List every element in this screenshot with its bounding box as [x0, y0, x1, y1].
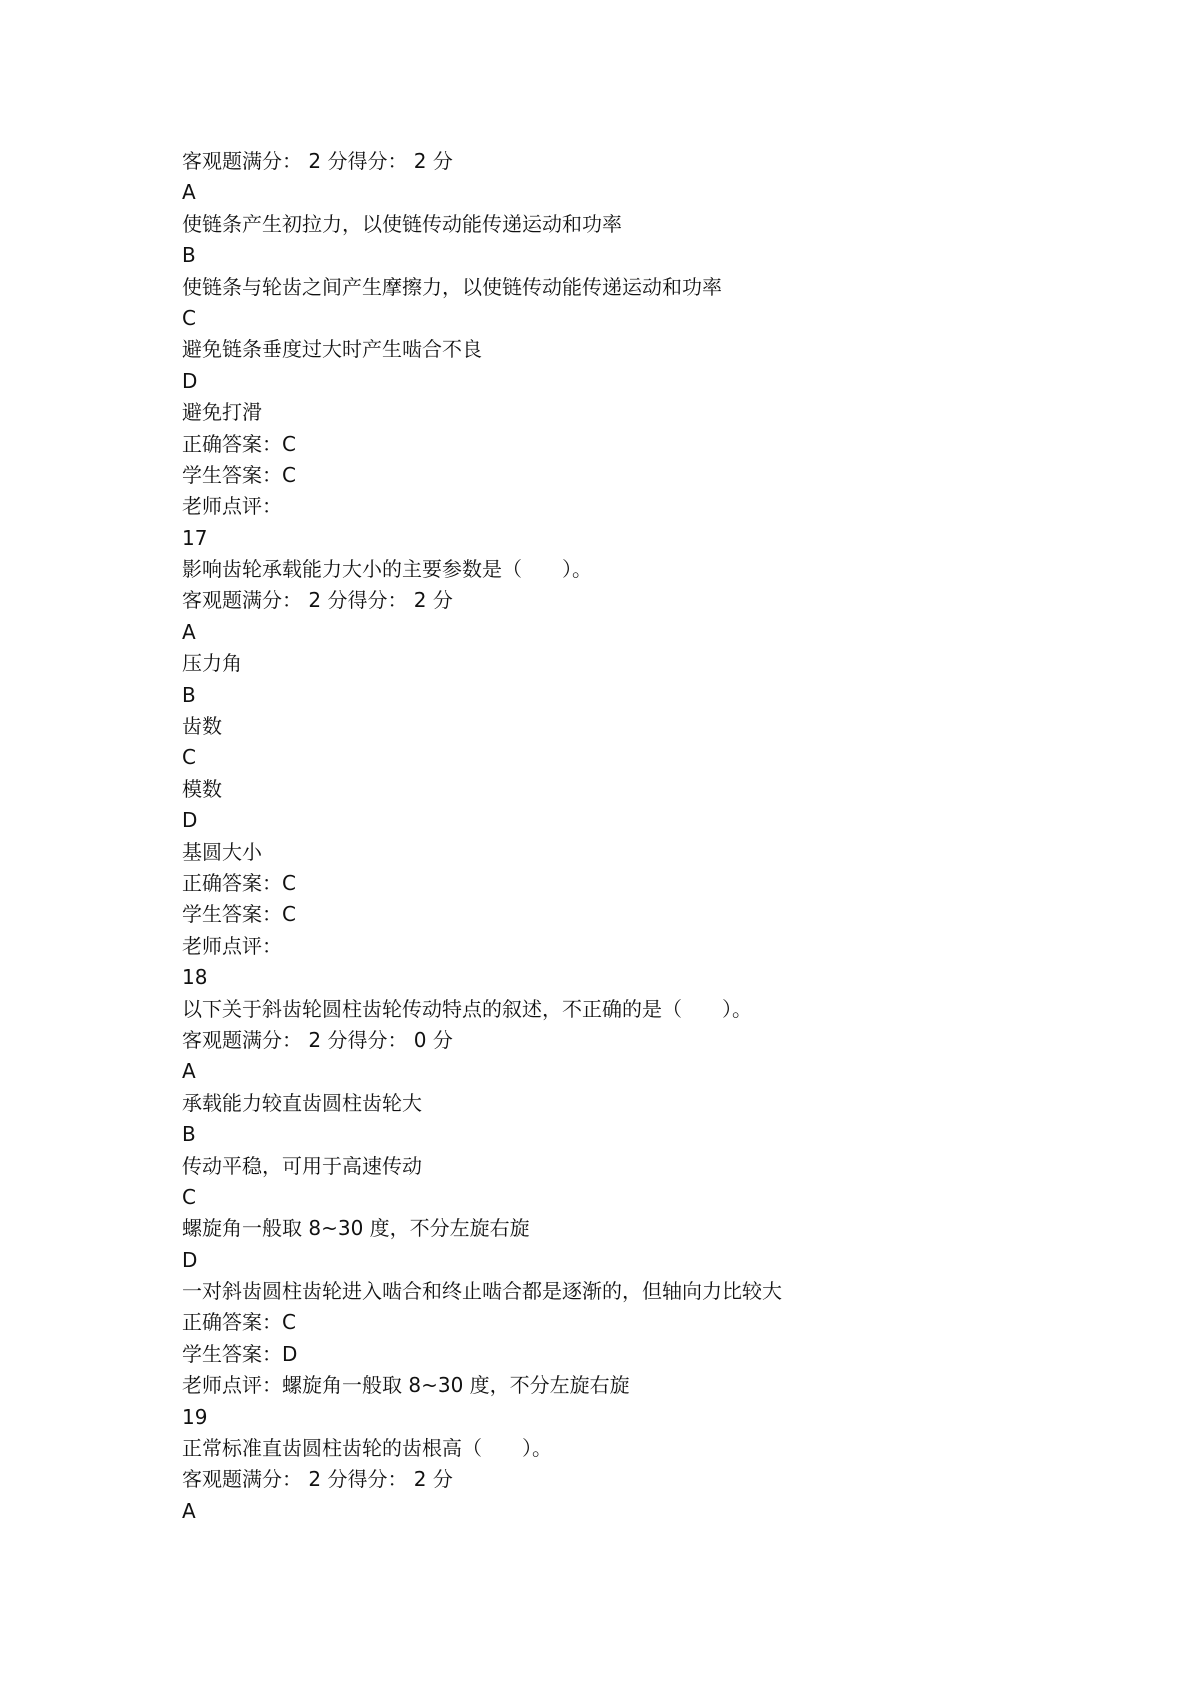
option-label: B — [182, 682, 196, 707]
correct-answer: 正确答案：C — [182, 431, 296, 456]
question-number: 19 — [182, 1404, 208, 1429]
correct-answer: 正确答案：C — [182, 1310, 296, 1335]
option-label: A — [182, 619, 196, 644]
option-text: 基圆大小 — [182, 839, 262, 864]
option-text: 压力角 — [182, 651, 242, 676]
question-text: 以下关于斜齿轮圆柱齿轮传动特点的叙述，不正确的是（ ）。 — [182, 996, 752, 1021]
option-label: A — [182, 1498, 196, 1523]
option-label: B — [182, 1122, 196, 1147]
option-label: C — [182, 1184, 196, 1209]
student-answer: 学生答案：D — [182, 1341, 298, 1366]
option-label: C — [182, 745, 196, 770]
option-label: D — [182, 808, 198, 833]
score-line: 客观题满分： 2 分得分： 0 分 — [182, 1027, 453, 1052]
option-label: A — [182, 1059, 196, 1084]
question-text: 影响齿轮承载能力大小的主要参数是（ ）。 — [182, 557, 592, 582]
score-line: 客观题满分： 2 分得分： 2 分 — [182, 588, 453, 613]
document-page — [182, 146, 1142, 1527]
option-label: A — [182, 180, 196, 205]
option-text: 使链条产生初拉力，以使链传动能传递运动和功率 — [182, 211, 622, 236]
correct-answer: 正确答案：C — [182, 870, 296, 895]
option-label: D — [182, 1247, 198, 1272]
student-answer: 学生答案：C — [182, 462, 296, 487]
question-number: 17 — [182, 525, 208, 550]
option-label: B — [182, 243, 196, 268]
option-text: 模数 — [182, 776, 222, 801]
option-text: 传动平稳，可用于高速传动 — [182, 1153, 422, 1178]
teacher-comment: 老师点评： — [182, 494, 282, 519]
score-line: 客观题满分： 2 分得分： 2 分 — [182, 1467, 453, 1492]
option-text: 齿数 — [182, 714, 222, 739]
option-label: D — [182, 368, 198, 393]
option-label: C — [182, 305, 196, 330]
option-text: 螺旋角一般取 8~30 度，不分左旋右旋 — [182, 1216, 530, 1241]
option-text: 承载能力较直齿圆柱齿轮大 — [182, 1090, 422, 1115]
student-answer: 学生答案：C — [182, 902, 296, 927]
teacher-comment: 老师点评： — [182, 933, 282, 958]
option-text: 使链条与轮齿之间产生摩擦力，以使链传动能传递运动和功率 — [182, 274, 722, 299]
option-text: 避免打滑 — [182, 400, 262, 425]
teacher-comment: 老师点评：螺旋角一般取 8~30 度，不分左旋右旋 — [182, 1373, 630, 1398]
question-text: 正常标准直齿圆柱齿轮的齿根高（ ）。 — [182, 1436, 552, 1461]
option-text: 避免链条垂度过大时产生啮合不良 — [182, 337, 482, 362]
score-line: 客观题满分： 2 分得分： 2 分 — [182, 149, 453, 173]
option-text: 一对斜齿圆柱齿轮进入啮合和终止啮合都是逐渐的，但轴向力比较大 — [182, 1279, 782, 1304]
question-number: 18 — [182, 965, 208, 990]
